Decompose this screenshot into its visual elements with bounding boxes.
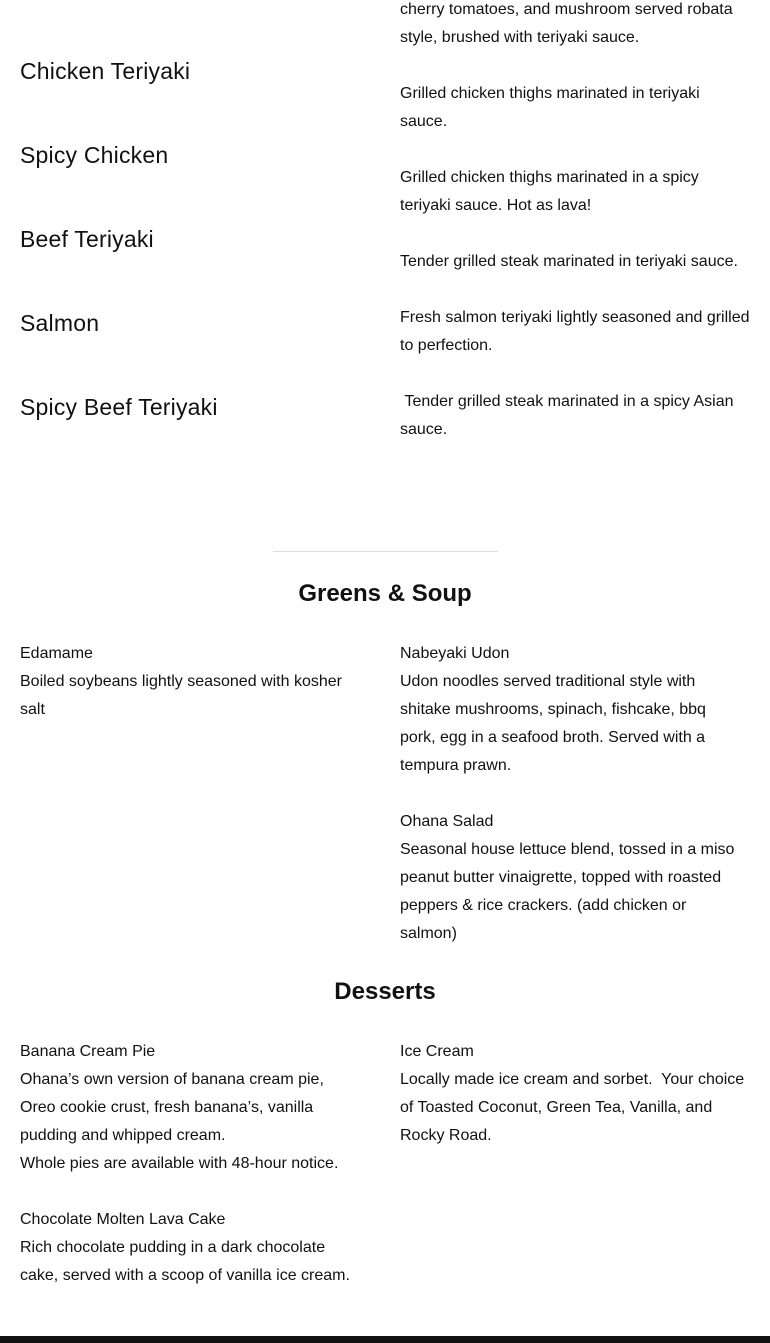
partial-top-description: cherry tomatoes, and mushroom served robata style, brushed with teriyaki sauce. (400, 1, 733, 46)
menu-item-chocolate-lava-cake-desc: Rich chocolate pudding in a dark chocolate cake, served with a scoop of vanilla ice cream. (20, 1239, 350, 1284)
section-title-greens-soup: Greens & Soup (298, 580, 472, 607)
menu-item-spicy-beef-teriyaki-desc: Tender grilled steak marinated in a spicy Asian sauce. (400, 393, 738, 438)
menu-item-banana-cream-pie: Banana Cream Pie (20, 1043, 156, 1060)
section-divider (273, 551, 498, 552)
menu-item-ice-cream: Ice Cream (400, 1043, 474, 1060)
menu-item-ice-cream-desc: Locally made ice cream and sorbet. Your choice of Toasted Coconut, Green Tea, Vanilla, and Rocky Road. (400, 1071, 749, 1144)
menu-item-edamame-desc: Boiled soybeans lightly seasoned with kosher salt (20, 673, 342, 718)
footer-bar (0, 1336, 770, 1343)
menu-item-beef-teriyaki-desc: Tender grilled steak marinated in teriyaki sauce. (400, 253, 738, 270)
menu-item-ohana-salad: Ohana Salad (400, 813, 494, 830)
menu-item-chicken-teriyaki: Chicken Teriyaki (20, 58, 191, 84)
menu-item-ohana-salad-desc: Seasonal house lettuce blend, tossed in a miso peanut butter vinaigrette, topped with roasted peppers & rice crackers. (add chicken or salmon) (400, 841, 735, 942)
menu-item-banana-cream-pie-desc: Ohana’s own version of banana cream pie, Oreo cookie crust, fresh banana’s, vanilla pudding and whipped cream. (20, 1071, 324, 1144)
menu-item-spicy-beef-teriyaki: Spicy Beef Teriyaki (20, 394, 218, 420)
menu-item-spicy-chicken: Spicy Chicken (20, 142, 169, 168)
menu-item-beef-teriyaki: Beef Teriyaki (20, 226, 154, 252)
menu-item-nabeyaki-udon-desc: Udon noodles served traditional style with shitake mushrooms, spinach, fishcake, bbq pork, egg in a seafood broth. Served with a tempura prawn. (400, 673, 706, 774)
menu-item-nabeyaki-udon: Nabeyaki Udon (400, 645, 510, 662)
menu-item-spicy-chicken-desc: Grilled chicken thighs marinated in a spicy teriyaki sauce. Hot as lava! (400, 169, 699, 214)
menu-item-chocolate-lava-cake: Chocolate Molten Lava Cake (20, 1211, 226, 1228)
menu-item-chicken-teriyaki-desc: Grilled chicken thighs marinated in teriyaki sauce. (400, 85, 700, 130)
menu-item-salmon-desc: Fresh salmon teriyaki lightly seasoned and grilled to perfection. (400, 309, 750, 354)
menu-item-edamame: Edamame (20, 645, 93, 662)
menu-item-salmon: Salmon (20, 310, 100, 336)
menu-item-banana-cream-pie-note: Whole pies are available with 48-hour notice. (20, 1155, 339, 1172)
section-title-desserts: Desserts (334, 978, 436, 1005)
